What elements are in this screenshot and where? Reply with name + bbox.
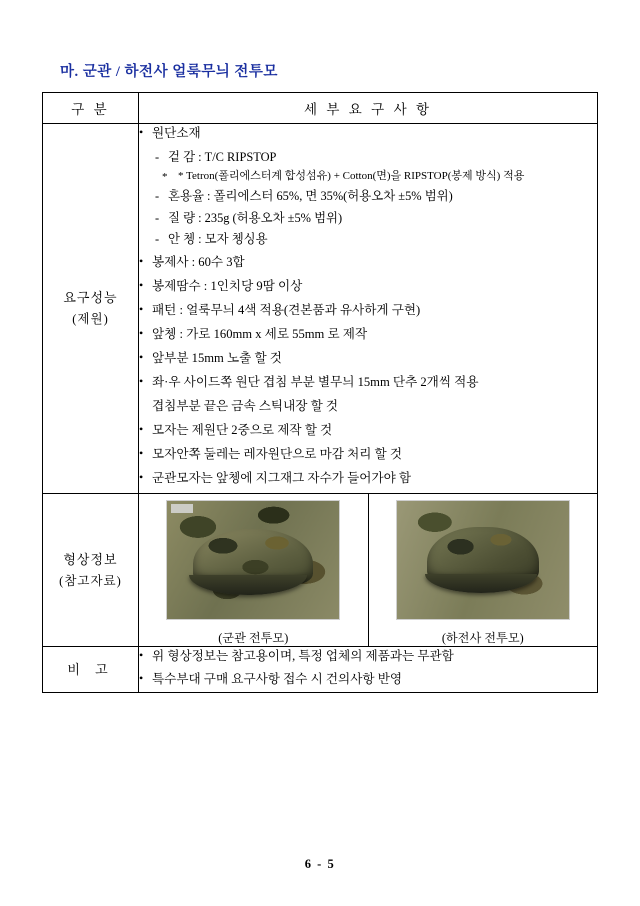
list-item: • 앞쳉 : 가로 160mm x 세로 55mm 로 제작	[139, 325, 597, 345]
list-item: • 모자안쪽 둘레는 레자원단으로 마감 처리 할 것	[139, 445, 597, 465]
table-row-requirements	[43, 124, 598, 494]
list-item: • 앞부분 15mm 노출 할 것	[139, 349, 597, 369]
image-grid	[139, 494, 597, 646]
list-item: • 모자는 제원단 2중으로 제작 할 것	[139, 421, 597, 441]
row-label-shape-main: 형상정보	[63, 551, 118, 567]
soldier-combat-cap-photo	[396, 500, 570, 620]
table-row-note	[43, 647, 598, 693]
header-cell-category: 구 분	[43, 93, 139, 124]
sub-list-item: - 겉 감 : T/C RIPSTOP	[152, 147, 597, 167]
image-caption: (하전사 전투모)	[441, 631, 524, 646]
photo-tag	[171, 504, 193, 513]
row-label-note	[43, 647, 139, 693]
list-item-continuation: 겹침부분 끝은 금속 스틱내장 할 것	[152, 399, 339, 414]
list-item: • 특수부대 구매 요구사항 접수 시 건의사항 반영	[139, 670, 597, 690]
row-label-requirements	[43, 124, 139, 494]
list-item	[139, 124, 597, 249]
image-cell-soldier	[369, 494, 598, 646]
row-label-shape-info	[43, 494, 139, 647]
page-number: 6 - 5	[304, 857, 336, 871]
row-label-requirements-main: 요구성능	[63, 290, 118, 305]
row-content-note	[139, 647, 598, 693]
list-item-text: 원단소재	[152, 126, 201, 140]
officer-combat-cap-photo	[166, 500, 340, 620]
list-item: • 봉제사 : 60수 3합	[139, 253, 597, 273]
row-label-requirements-sub: (제원)	[72, 312, 109, 327]
list-item: • 좌·우 사이드쪽 원단 겹침 부분 별무늬 15mm 단추 2개씩 적용	[139, 373, 597, 393]
page-title: 마. 군관 / 하전사 얼룩무늬 전투모	[60, 64, 278, 80]
header-cell-details: 세 부 요 구 사 항	[139, 93, 598, 124]
row-content-requirements	[139, 124, 598, 494]
image-cell-officer	[139, 494, 369, 646]
sub-list-item: - 혼용율 : 폴리에스터 65%, 면 35%(허용오차 ±5% 범위)	[152, 186, 597, 206]
sub-list-item-note: * * Tetron(폴리에스터계 합성섬유) + Cotton(면)을 RIPSTOP(봉제 방식) 적용	[152, 168, 597, 186]
list-item: • 패턴 : 얼룩무늬 4색 적용(견본품과 유사하게 구현)	[139, 301, 597, 321]
list-item: • 위 형상정보는 참고용이며, 특정 업체의 제품과는 무관함	[139, 647, 597, 667]
list-item: • 봉제땀수 : 1인치당 9땀 이상	[139, 277, 597, 297]
row-label-note-main: 비 고	[67, 661, 114, 677]
table-row-shape-info	[43, 494, 598, 647]
table-header-row	[43, 93, 598, 124]
list-item: • 군관모자는 앞쳉에 지그재그 자수가 들어가야 함	[139, 469, 597, 489]
sub-list-material	[152, 147, 597, 249]
sub-list-item: - 안 쳉 : 모자 쳉싱용	[152, 229, 597, 249]
specification-table	[42, 92, 598, 693]
requirements-list	[139, 124, 597, 489]
image-caption: (군관 전투모)	[218, 631, 289, 646]
row-content-shape-info	[139, 494, 598, 647]
sub-list-item: - 질 량 : 235g (허용오차 ±5% 범위)	[152, 208, 597, 228]
note-list	[139, 647, 597, 689]
row-label-shape-sub: (참고자료)	[59, 573, 122, 588]
